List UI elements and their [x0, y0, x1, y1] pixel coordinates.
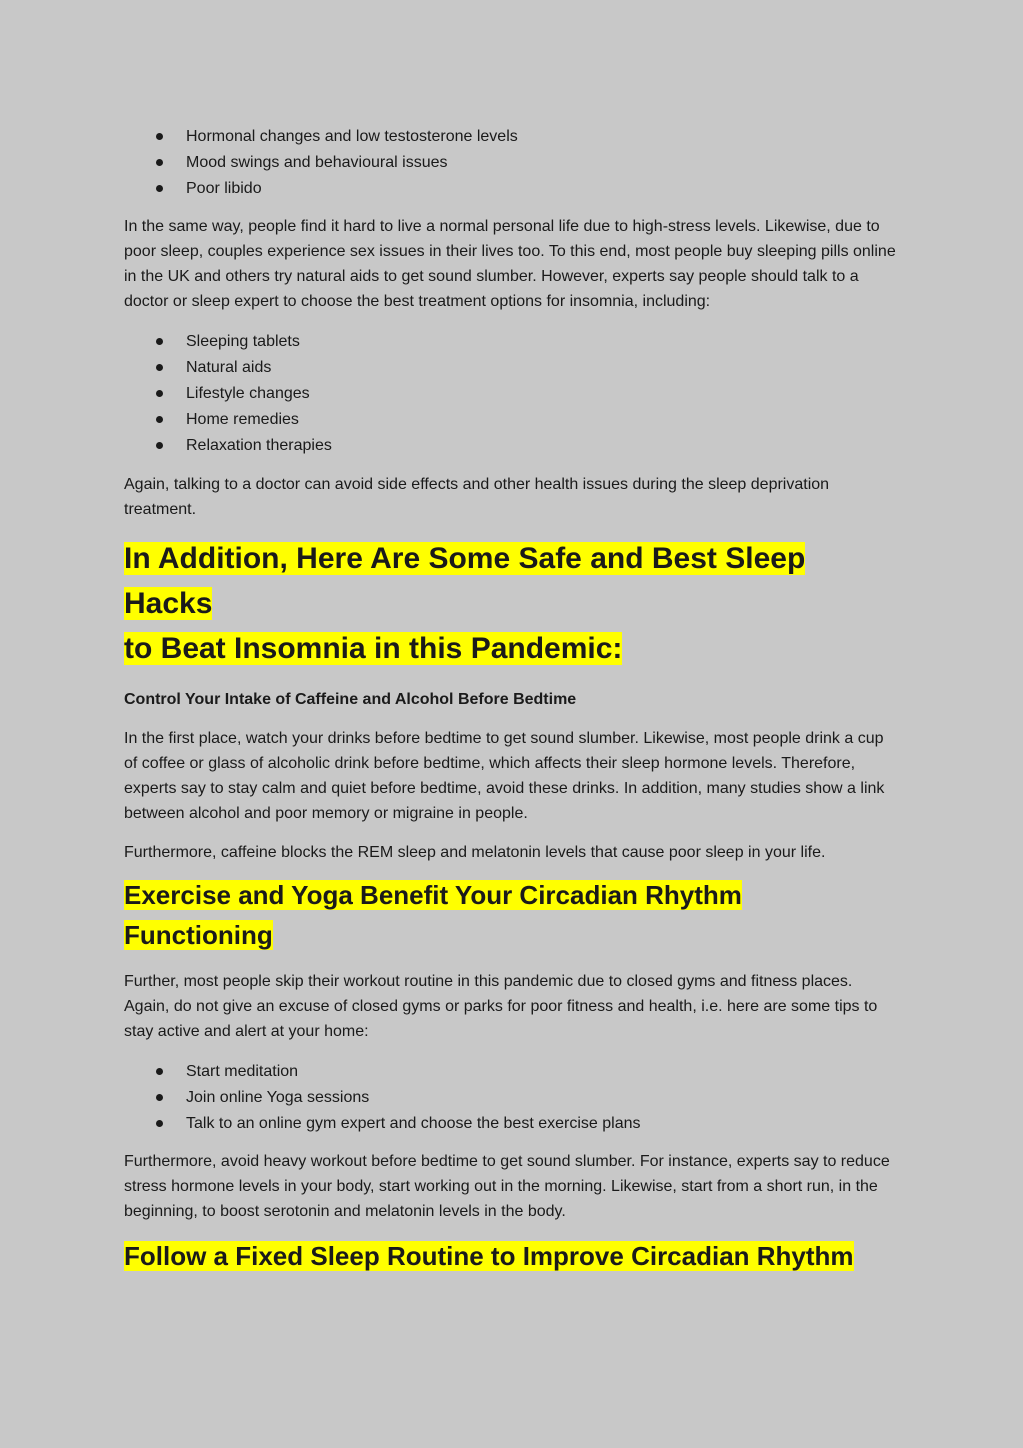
paragraph: In the first place, watch your drinks before bedtime to get sound slumber. Likewise, most people drink a cup of coffee or glass of alcoholic drink before bedtime, which affects their sleep hormone levels. Therefore, experts say to stay calm and quiet before bedtime, avoid these drinks. In addition, many studies show a link between alcohol and poor memory or migraine in people. — [124, 730, 885, 822]
section-heading — [124, 1236, 897, 1276]
bullet-icon — [156, 1120, 163, 1127]
bullet-icon — [156, 364, 163, 371]
heading-line: Follow a Fixed Sleep Routine to Improve Circadian Rhythm — [124, 1241, 854, 1271]
bullet-icon — [156, 1068, 163, 1075]
bullet-icon — [156, 185, 163, 192]
paragraph: Further, most people skip their workout routine in this pandemic due to closed gyms and fitness places. Again, do not give an excuse of closed gyms or parks for poor fitness and health, i.e. here are some tips to stay active and alert at your home: — [124, 973, 878, 1040]
list-item: Sleeping tablets — [124, 329, 897, 355]
list-item: Relaxation therapies — [124, 433, 897, 459]
bullet-icon — [156, 442, 163, 449]
bullet-icon — [156, 159, 163, 166]
list-item: Natural aids — [124, 355, 897, 381]
section-heading — [124, 875, 897, 955]
bullet-icon — [156, 416, 163, 423]
bullet-icon — [156, 390, 163, 397]
bullet-icon — [156, 133, 163, 140]
list-item: Mood swings and behavioural issues — [124, 150, 897, 176]
list-item: Home remedies — [124, 407, 897, 433]
heading-line: Exercise and Yoga Benefit Your Circadian Rhythm — [124, 880, 742, 910]
fitness-tips-list — [124, 1059, 897, 1137]
section-heading — [124, 536, 897, 671]
list-item: Talk to an online gym expert and choose the best exercise plans — [124, 1111, 897, 1137]
treatment-options-list — [124, 329, 897, 459]
list-item: Lifestyle changes — [124, 381, 897, 407]
bullet-icon — [156, 338, 163, 345]
paragraph: Furthermore, caffeine blocks the REM sleep and melatonin levels that cause poor sleep in your life. — [124, 844, 826, 861]
heading-line: In Addition, Here Are Some Safe and Best Sleep Hacks — [124, 542, 806, 620]
list-item: Poor libido — [124, 176, 897, 202]
paragraph: Again, talking to a doctor can avoid side effects and other health issues during the sleep deprivation treatment. — [124, 476, 830, 518]
symptoms-list — [124, 124, 897, 202]
list-item: Join online Yoga sessions — [124, 1085, 897, 1111]
bullet-icon — [156, 1094, 163, 1101]
list-item: Hormonal changes and low testosterone levels — [124, 124, 897, 150]
paragraph: Furthermore, avoid heavy workout before bedtime to get sound slumber. For instance, experts say to reduce stress hormone levels in your body, start working out in the morning. Likewise, start from a short run, in the beginning, to boost serotonin and melatonin levels in the body. — [124, 1153, 890, 1220]
paragraph: In the same way, people find it hard to live a normal personal life due to high-stress levels. Likewise, due to poor sleep, couples experience sex issues in their lives too. To this end, most people buy sleeping pills online in the UK and others try natural aids to get sound slumber. However, experts say people should talk to a doctor or sleep expert to choose the best treatment options for insomnia, including: — [124, 218, 896, 310]
heading-line: to Beat Insomnia in this Pandemic: — [124, 632, 623, 665]
list-item: Start meditation — [124, 1059, 897, 1085]
heading-line: Functioning — [124, 920, 273, 950]
subheading: Control Your Intake of Caffeine and Alcohol Before Bedtime — [124, 691, 577, 708]
